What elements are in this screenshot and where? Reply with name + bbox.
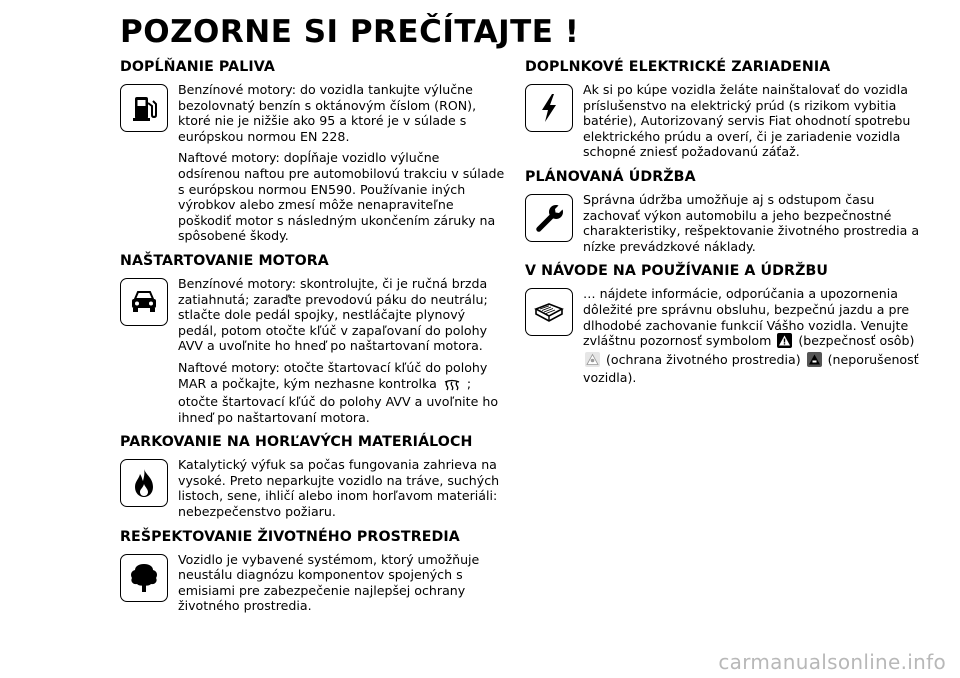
car-icon <box>120 278 168 326</box>
fuel-pump-icon <box>120 84 168 132</box>
paragraph <box>583 286 920 386</box>
section-title-fuel: DOPĹŇANIE PALIVA <box>120 59 275 75</box>
text-fragment: … nájdete informácie, odporúčania a upozornenia dôležité pre správnu obsluhu, bezpečnú jazdu a pre dlhodobé zachovanie funkcií Vášho vozidla. Venujte zvláštnu pozornosť <box>583 286 910 349</box>
right-column <box>525 58 920 394</box>
paragraph-glow-plug <box>178 360 505 425</box>
paragraph: Správna údržba umožňuje aj s odstupom času zachovať výkon automobilu a jeho bezpečnostné charakteristiky, rešpektovanie životného prostredia a nízke prevádzkové náklady. <box>583 191 920 254</box>
paragraph: Benzínové motory: skontrolujte, či je ručná brzda zatiahnutá; zaraďte prevodovú páku do neutrálu; stlačte dole pedál spojky, nestláčajte plynový pedál, potom otočte kľúč v zapaľovaní do polohy AVV a uvoľnite ho hneď po naštartovaní motora. <box>178 275 488 354</box>
section-title-environment: REŠPEKTOVANIE ŽIVOTNÉHO PROSTREDIA <box>120 528 460 545</box>
page-title: POZORNE SI PREČÍTAJTE ! <box>120 14 580 50</box>
paragraph: Vozidlo je vybavené systémom, ktorý umožňuje neustálu diagnózu komponentov spojených s emisiami pre zabezpečenie najlepšej ochrany životného prostredia. <box>178 551 480 614</box>
section-title-maintenance: PLÁNOVANÁ ÚDRŽBA <box>525 168 696 185</box>
manual-book-icon <box>525 288 573 336</box>
section-title-manual: V NÁVODE NA POUŽÍVANIE A ÚDRŽBU <box>525 263 828 280</box>
text-fragment: Naftové motory: otočte štartovací kľúč do polohy MAR a počkajte, kým nezhasne kontrolka <box>178 359 488 391</box>
paragraph: Benzínové motory: do vozidla tankujte výlučne bezolovnatý benzín s oktánovým číslom (RON), ktoré nie je nižšie ako 95 a ktoré je v súlade s európskou normou EN 228. <box>178 82 477 144</box>
paragraph: Katalytický výfuk sa počas fungovania zahrieva na vysoké. Preto neparkujte vozidlo na tráve, suchých listoch, sene, ihličí alebo inom horľavom materiáli: nebezpečenstvo požiaru. <box>178 457 500 520</box>
wrench-icon <box>525 194 573 242</box>
left-column <box>120 58 505 622</box>
environment-triangle-icon <box>585 352 600 371</box>
section-title-engine-start: NAŠTARTOVANIE MOTORA <box>120 252 329 269</box>
vehicle-triangle-icon <box>807 352 822 371</box>
paragraph: Ak si po kúpe vozidla želáte nainštalovať do vozidla príslušenstvo na elektrický prúd (s rizikom vybitia batérie), Autorizovaný servis Fiat ohodnotí spotrebu elektrického prúdu a overí, či je zariadenie vozidla schopné zniesť požadovanú záťaž. <box>583 82 911 160</box>
section-parking <box>120 433 505 519</box>
section-engine-start <box>120 252 505 425</box>
watermark: carmanualsonline.info <box>718 650 946 674</box>
lightning-icon <box>525 84 573 132</box>
text-fragment: (neporušenosť vozidla). <box>583 351 919 386</box>
section-manual <box>525 262 920 386</box>
text-fragment: (ochrana životného prostredia) <box>602 351 805 367</box>
section-title-electric: DOPLNKOVÉ ELEKTRICKÉ ZARIADENIA <box>525 59 831 75</box>
text-fragment: symbolom <box>705 333 776 349</box>
warning-triangle-icon <box>777 333 792 352</box>
section-title-parking: PARKOVANIE NA HORĽAVÝCH MATERIÁLOCH <box>120 434 473 451</box>
section-fuel <box>120 58 505 244</box>
glow-plug-icon <box>443 379 461 395</box>
section-electric <box>525 58 920 160</box>
tree-icon <box>120 554 168 602</box>
flame-icon <box>120 459 168 507</box>
section-environment <box>120 528 505 614</box>
paragraph: Naftové motory: dopĺňaje vozidlo výlučne odsírenou naftou pre automobilovú trakciu v súlade s európskou normou EN590. Používanie iných výrobkov alebo zmesí môže nenapraviteľne poškodiť motor s následným ukončením záruky na spôsobené škody. <box>178 150 505 244</box>
section-maintenance <box>525 168 920 254</box>
text-fragment: (bezpečnosť osôb) <box>794 333 915 349</box>
text-fragment: ; otočte štartovací kľúč do polohy AVV a uvoľnite ho ihneď po naštartovaní motora. <box>178 375 499 425</box>
